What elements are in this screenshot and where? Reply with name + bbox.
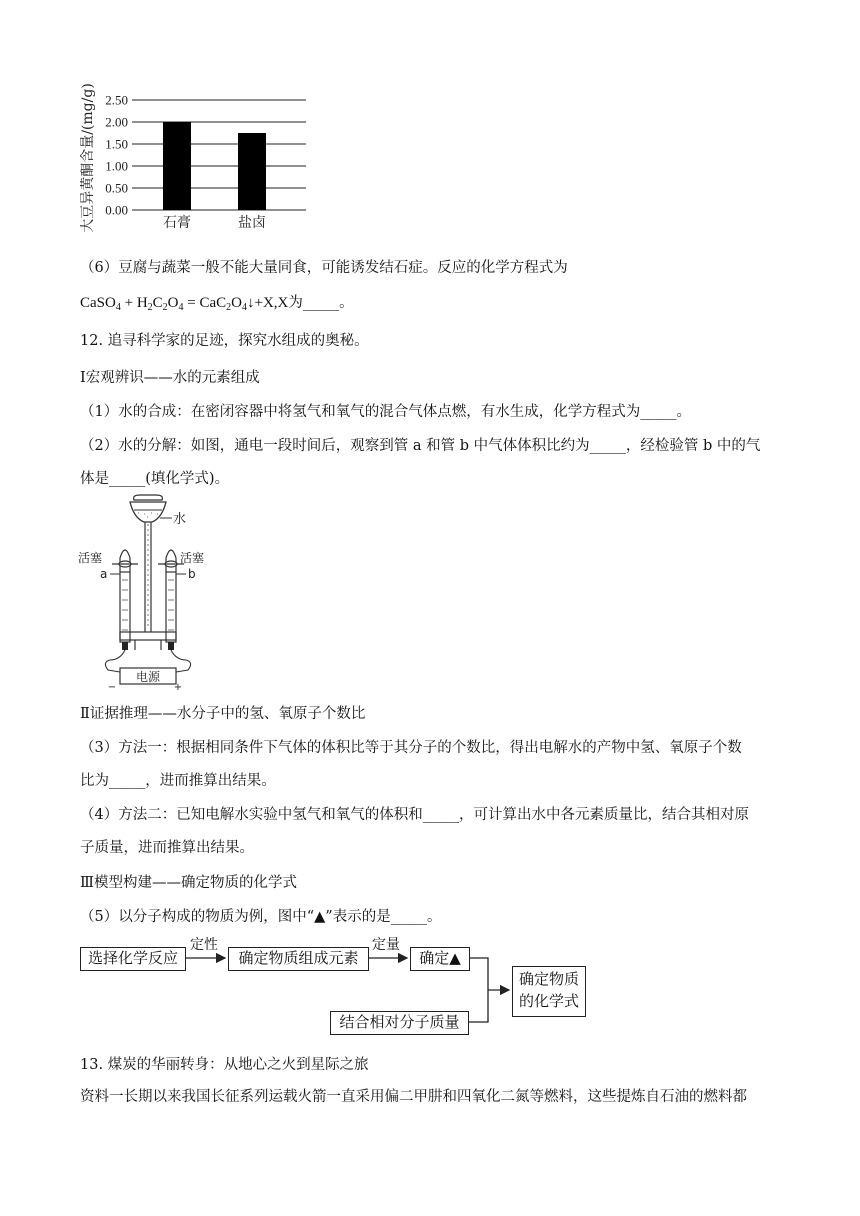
q12-p3a: （3）方法一：根据相同条件下气体的体积比等于其分子的个数比，得出电解水的产物中氢、氧原子个数 <box>80 740 742 756</box>
tube-b-scale <box>168 580 174 630</box>
chart-bar-2 <box>238 133 266 210</box>
eq-sub: 2 <box>226 302 232 313</box>
chart-gridlines <box>132 100 306 210</box>
bracket-line <box>467 958 488 1022</box>
eq-sub: 4 <box>115 302 121 313</box>
q12-p3b: 比为_____，进而推算出结果。 <box>80 773 276 789</box>
flow-box-relative-molecular-mass: 结合相对分子质量 <box>330 1011 469 1035</box>
eq-sub: 4 <box>178 302 184 313</box>
eq-o: O <box>167 295 179 311</box>
flow-box-determine-formula-line1: 确定物质 <box>518 970 579 988</box>
q11-6-equation <box>80 293 354 318</box>
reservoir-top <box>134 495 163 500</box>
eq-o: O <box>231 295 242 311</box>
chart-bar-1 <box>163 122 191 210</box>
eq-equals: = <box>183 295 200 311</box>
flow-box-determine-triangle: 确定▲ <box>410 947 470 971</box>
q12-p4a: （4）方法二：已知电解水实验中氢气和氧气的体积和_____，可计算出水中各元素质量比，结合其相对原 <box>80 807 749 823</box>
flow-box-select-reaction: 选择化学反应 <box>80 947 186 971</box>
q12-section1: Ⅰ宏观辨识——水的元素组成 <box>80 370 260 386</box>
chart-x-tick-label: 盐卤 <box>238 215 266 231</box>
power-plus-label: + <box>173 682 183 692</box>
q13-p1: 资料一长期以来我国长征系列运载火箭一直采用偏二甲肼和四氧化二氮等燃料，这些提炼自石油的燃料都 <box>80 1089 747 1105</box>
chart-x-tick-label: 石膏 <box>163 215 191 231</box>
chart-y-tick-labels <box>105 93 128 218</box>
electrolysis-apparatus <box>72 492 222 692</box>
eq-sub: 2 <box>162 302 168 313</box>
q12-p2b: 体是_____(填化学式)。 <box>80 471 230 487</box>
chart-y-tick-label: 1.00 <box>105 158 128 174</box>
eq-h: H <box>136 295 148 311</box>
q12-p5: （5）以分子构成的物质为例，图中“▲”表示的是_____。 <box>80 909 442 925</box>
power-supply-label: 电源 <box>135 670 161 684</box>
isoflavone-bar-chart <box>70 70 320 245</box>
q11-6-text: （6）豆腐与蔬菜一般不能大量同食，可能诱发结石症。反应的化学方程式为 <box>80 260 568 276</box>
tube-a-scale <box>122 580 128 630</box>
stopcock-left-label: 活塞 <box>78 551 103 565</box>
chart-y-tick-label: 2.00 <box>105 114 128 130</box>
electrode-left <box>122 642 128 650</box>
flow-label-qualitative: 定性 <box>190 937 218 953</box>
chemical-formula-flowchart <box>72 938 602 1038</box>
chart-y-tick-label: 2.50 <box>105 92 128 108</box>
q12-section2: Ⅱ证据推理——水分子中的氢、氧原子个数比 <box>80 706 366 722</box>
flow-box-determine-elements: 确定物质组成元素 <box>228 947 369 971</box>
flow-label-quantitative: 定量 <box>372 937 400 953</box>
q12-p4b: 子质量，进而推算出结果。 <box>80 840 254 856</box>
water-label: 水 <box>173 512 187 527</box>
chart-y-tick-label: 0.50 <box>105 180 128 196</box>
tube-a-label: a <box>100 567 108 581</box>
stopcock-right-label: 活塞 <box>180 551 205 565</box>
q13-title: 13. 煤炭的华丽转身：从地心之火到星际之旅 <box>80 1057 369 1073</box>
flow-box-determine-formula <box>512 966 586 1017</box>
chart-y-tick-label: 1.50 <box>105 136 128 152</box>
electrode-right <box>168 642 174 650</box>
reservoir-funnel <box>130 502 166 522</box>
tube-b-label: b <box>188 567 196 581</box>
eq-sub: 4 <box>242 302 247 313</box>
chart-x-tick-labels <box>163 214 266 231</box>
q12-section3: Ⅲ模型构建——确定物质的化学式 <box>80 875 297 891</box>
q12-title: 12. 追寻科学家的足迹，探究水组成的奥秘。 <box>80 333 369 349</box>
chart-y-tick-label: 0.00 <box>105 202 128 218</box>
bottom-connector <box>120 632 176 640</box>
reservoir-water-dots <box>138 513 158 517</box>
eq-tail: 为_____。 <box>288 295 354 311</box>
chart-y-axis-label: 大豆异黄酮含量/(mg/g) <box>80 83 96 233</box>
eq-sub: 2 <box>147 302 153 313</box>
q12-p1: （1）水的合成：在密闭容器中将氢气和氧气的混合气体点燃，有水生成，化学方程式为_____。 <box>80 404 691 420</box>
eq-plus: + <box>120 295 137 311</box>
eq-cac: CaC <box>199 295 227 311</box>
power-minus-label: − <box>107 682 117 692</box>
eq-x: +X,X <box>254 295 289 311</box>
q12-p2a: （2）水的分解：如图，通电一段时间后，观察到管 a 和管 b 中气体体积比约为_____，经检验管 b 中的气 <box>80 438 761 454</box>
eq-precipitate-arrow: ↓ <box>247 295 255 311</box>
flow-box-determine-formula-line2: 的化学式 <box>518 992 579 1010</box>
eq-caso4: CaSO <box>80 295 116 311</box>
eq-c: C <box>152 295 163 311</box>
